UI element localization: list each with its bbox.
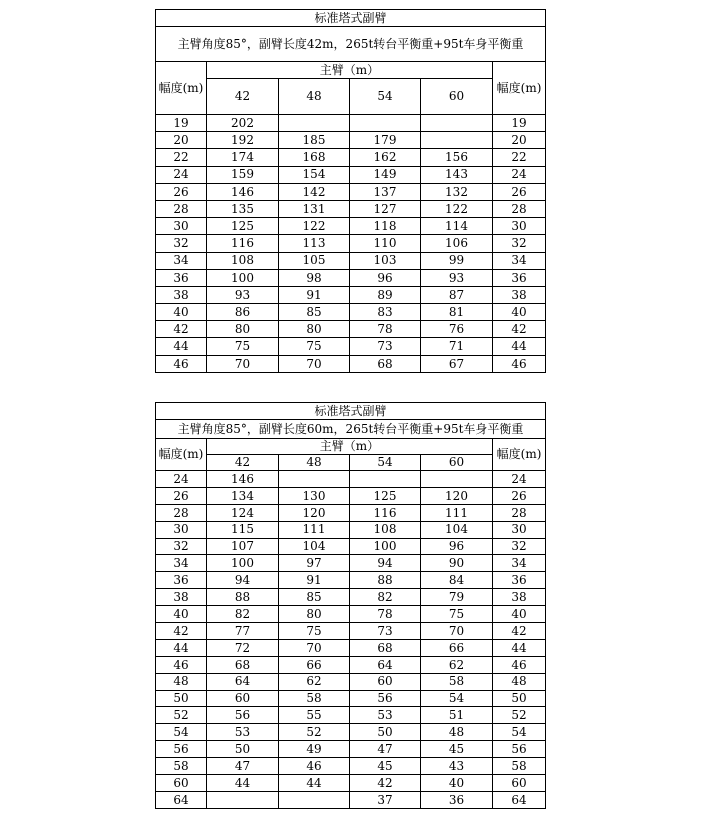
radius-header-left bbox=[156, 439, 207, 471]
radius-cell-right: 56 bbox=[493, 741, 546, 758]
load-cell: 192 bbox=[207, 132, 279, 149]
radius-cell-left: 32 bbox=[156, 538, 207, 555]
table-row bbox=[156, 656, 546, 673]
load-cell: 82 bbox=[350, 589, 421, 606]
load-cell: 174 bbox=[207, 149, 279, 166]
radius-header-right-label: 幅度(m) bbox=[496, 447, 542, 462]
table-row bbox=[156, 355, 546, 372]
table-row bbox=[156, 252, 546, 269]
radius-cell-left: 56 bbox=[156, 741, 207, 758]
load-cell: 108 bbox=[207, 252, 279, 269]
radius-cell-left: 32 bbox=[156, 235, 207, 252]
table-row bbox=[156, 269, 546, 286]
load-cell: 85 bbox=[279, 589, 350, 606]
radius-cell-right: 30 bbox=[493, 521, 546, 538]
load-cell: 53 bbox=[350, 707, 421, 724]
load-cell: 49 bbox=[279, 741, 350, 758]
radius-header-left bbox=[156, 62, 207, 115]
boom-length-header: 48 bbox=[279, 79, 350, 115]
load-cell: 58 bbox=[279, 690, 350, 707]
table-row bbox=[156, 166, 546, 183]
radius-cell-left: 44 bbox=[156, 338, 207, 355]
load-cell: 72 bbox=[207, 639, 279, 656]
boom-length-header: 48 bbox=[279, 455, 350, 471]
load-cell: 44 bbox=[207, 775, 279, 792]
load-cell: 68 bbox=[350, 355, 421, 372]
load-cell: 51 bbox=[421, 707, 493, 724]
radius-cell-right: 32 bbox=[493, 538, 546, 555]
radius-cell-left: 52 bbox=[156, 707, 207, 724]
table-row bbox=[156, 132, 546, 149]
radius-cell-right: 54 bbox=[493, 724, 546, 741]
radius-cell-right: 38 bbox=[493, 589, 546, 606]
boom-length-header: 60 bbox=[421, 455, 493, 471]
load-cell: 124 bbox=[207, 504, 279, 521]
radius-cell-left: 20 bbox=[156, 132, 207, 149]
main-boom-header: 主臂（m） bbox=[207, 439, 493, 455]
table-row bbox=[156, 639, 546, 656]
load-cell: 130 bbox=[279, 487, 350, 504]
radius-cell-left: 46 bbox=[156, 355, 207, 372]
radius-cell-right: 30 bbox=[493, 218, 546, 235]
radius-header-right-label: 幅度(m) bbox=[496, 80, 542, 95]
load-cell: 103 bbox=[350, 252, 421, 269]
load-cell: 89 bbox=[350, 286, 421, 303]
load-cell: 67 bbox=[421, 355, 493, 372]
load-cell: 202 bbox=[207, 115, 279, 132]
load-cell: 86 bbox=[207, 304, 279, 321]
load-cell: 68 bbox=[207, 656, 279, 673]
radius-cell-left: 36 bbox=[156, 572, 207, 589]
table-row bbox=[156, 673, 546, 690]
load-cell: 80 bbox=[279, 606, 350, 623]
load-cell: 110 bbox=[350, 235, 421, 252]
radius-cell-right: 24 bbox=[493, 471, 546, 488]
radius-cell-right: 36 bbox=[493, 572, 546, 589]
table-condition: 主臂角度85°，副臂长度42m，265t转台平衡重+95t车身平衡重 bbox=[156, 27, 546, 62]
load-cell: 75 bbox=[279, 623, 350, 640]
load-cell: 64 bbox=[207, 673, 279, 690]
table-row bbox=[156, 183, 546, 200]
radius-cell-right: 26 bbox=[493, 487, 546, 504]
load-cell: 135 bbox=[207, 200, 279, 217]
load-cell: 127 bbox=[350, 200, 421, 217]
radius-cell-left: 60 bbox=[156, 775, 207, 792]
boom-length-header: 42 bbox=[207, 455, 279, 471]
load-cell: 64 bbox=[350, 656, 421, 673]
load-cell: 185 bbox=[279, 132, 350, 149]
load-cell: 62 bbox=[421, 656, 493, 673]
radius-cell-left: 40 bbox=[156, 304, 207, 321]
radius-cell-right: 32 bbox=[493, 235, 546, 252]
load-cell: 50 bbox=[350, 724, 421, 741]
radius-cell-left: 36 bbox=[156, 269, 207, 286]
load-cell: 46 bbox=[279, 758, 350, 775]
radius-cell-right: 42 bbox=[493, 321, 546, 338]
load-cell: 94 bbox=[350, 555, 421, 572]
load-cell: 66 bbox=[279, 656, 350, 673]
load-cell: 81 bbox=[421, 304, 493, 321]
table-row bbox=[156, 200, 546, 217]
load-cell bbox=[421, 115, 493, 132]
load-cell: 70 bbox=[279, 639, 350, 656]
load-cell: 91 bbox=[279, 572, 350, 589]
load-cell: 87 bbox=[421, 286, 493, 303]
load-cell: 44 bbox=[279, 775, 350, 792]
load-cell bbox=[279, 791, 350, 808]
load-cell: 83 bbox=[350, 304, 421, 321]
load-cell bbox=[421, 471, 493, 488]
load-cell: 66 bbox=[421, 639, 493, 656]
load-cell: 80 bbox=[279, 321, 350, 338]
load-cell: 36 bbox=[421, 791, 493, 808]
load-cell: 93 bbox=[421, 269, 493, 286]
radius-cell-left: 19 bbox=[156, 115, 207, 132]
table-1-body bbox=[156, 10, 546, 373]
load-cell: 78 bbox=[350, 321, 421, 338]
boom-length-header: 54 bbox=[350, 455, 421, 471]
load-cell bbox=[350, 115, 421, 132]
load-cell bbox=[279, 471, 350, 488]
radius-cell-right: 40 bbox=[493, 304, 546, 321]
load-cell: 106 bbox=[421, 235, 493, 252]
load-cell: 56 bbox=[350, 690, 421, 707]
load-cell: 96 bbox=[350, 269, 421, 286]
load-cell: 111 bbox=[279, 521, 350, 538]
table-row bbox=[156, 321, 546, 338]
radius-cell-left: 24 bbox=[156, 166, 207, 183]
load-cell: 45 bbox=[350, 758, 421, 775]
radius-cell-right: 20 bbox=[493, 132, 546, 149]
radius-cell-left: 42 bbox=[156, 623, 207, 640]
load-cell: 40 bbox=[421, 775, 493, 792]
load-cell: 108 bbox=[350, 521, 421, 538]
load-cell: 159 bbox=[207, 166, 279, 183]
load-cell: 162 bbox=[350, 149, 421, 166]
load-cell: 80 bbox=[207, 321, 279, 338]
radius-cell-right: 44 bbox=[493, 338, 546, 355]
load-cell: 54 bbox=[421, 690, 493, 707]
radius-cell-right: 28 bbox=[493, 504, 546, 521]
load-cell: 52 bbox=[279, 724, 350, 741]
table-row bbox=[156, 304, 546, 321]
load-cell: 142 bbox=[279, 183, 350, 200]
table-2-body bbox=[156, 403, 546, 809]
load-cell: 88 bbox=[207, 589, 279, 606]
load-cell: 60 bbox=[207, 690, 279, 707]
radius-cell-left: 26 bbox=[156, 487, 207, 504]
load-cell bbox=[279, 115, 350, 132]
load-cell: 73 bbox=[350, 623, 421, 640]
radius-cell-left: 22 bbox=[156, 149, 207, 166]
radius-cell-left: 46 bbox=[156, 656, 207, 673]
radius-cell-right: 26 bbox=[493, 183, 546, 200]
table-row bbox=[156, 791, 546, 808]
load-cell: 120 bbox=[421, 487, 493, 504]
table-row bbox=[156, 521, 546, 538]
load-cell: 125 bbox=[350, 487, 421, 504]
table-row bbox=[156, 555, 546, 572]
load-cell: 78 bbox=[350, 606, 421, 623]
load-cell: 98 bbox=[279, 269, 350, 286]
load-cell: 149 bbox=[350, 166, 421, 183]
radius-cell-left: 34 bbox=[156, 252, 207, 269]
radius-cell-right: 24 bbox=[493, 166, 546, 183]
table-row bbox=[156, 235, 546, 252]
load-cell: 70 bbox=[207, 355, 279, 372]
radius-cell-left: 50 bbox=[156, 690, 207, 707]
load-cell: 47 bbox=[350, 741, 421, 758]
radius-cell-right: 42 bbox=[493, 623, 546, 640]
load-cell: 132 bbox=[421, 183, 493, 200]
radius-cell-right: 28 bbox=[493, 200, 546, 217]
boom-length-header: 54 bbox=[350, 79, 421, 115]
load-cell: 107 bbox=[207, 538, 279, 555]
load-cell: 75 bbox=[207, 338, 279, 355]
table-row bbox=[156, 724, 546, 741]
load-cell: 122 bbox=[421, 200, 493, 217]
table-row bbox=[156, 707, 546, 724]
load-chart-table-2 bbox=[155, 402, 546, 809]
load-cell: 85 bbox=[279, 304, 350, 321]
load-cell: 100 bbox=[207, 269, 279, 286]
radius-header-right bbox=[493, 439, 546, 471]
radius-cell-left: 28 bbox=[156, 200, 207, 217]
load-cell: 96 bbox=[421, 538, 493, 555]
radius-cell-right: 46 bbox=[493, 656, 546, 673]
load-cell: 70 bbox=[279, 355, 350, 372]
radius-cell-left: 38 bbox=[156, 286, 207, 303]
load-cell bbox=[421, 132, 493, 149]
radius-cell-left: 40 bbox=[156, 606, 207, 623]
load-cell: 43 bbox=[421, 758, 493, 775]
radius-cell-right: 36 bbox=[493, 269, 546, 286]
radius-cell-right: 19 bbox=[493, 115, 546, 132]
table-row bbox=[156, 218, 546, 235]
table-row bbox=[156, 286, 546, 303]
load-cell: 125 bbox=[207, 218, 279, 235]
table-row bbox=[156, 471, 546, 488]
radius-cell-right: 64 bbox=[493, 791, 546, 808]
load-cell: 68 bbox=[350, 639, 421, 656]
radius-cell-right: 44 bbox=[493, 639, 546, 656]
load-cell: 104 bbox=[279, 538, 350, 555]
load-cell: 75 bbox=[279, 338, 350, 355]
table-row bbox=[156, 589, 546, 606]
load-cell: 77 bbox=[207, 623, 279, 640]
load-cell: 143 bbox=[421, 166, 493, 183]
load-cell: 60 bbox=[350, 673, 421, 690]
load-cell: 56 bbox=[207, 707, 279, 724]
table-row bbox=[156, 775, 546, 792]
load-cell: 118 bbox=[350, 218, 421, 235]
load-cell: 76 bbox=[421, 321, 493, 338]
table-row bbox=[156, 623, 546, 640]
radius-cell-left: 42 bbox=[156, 321, 207, 338]
load-cell: 114 bbox=[421, 218, 493, 235]
table-row bbox=[156, 487, 546, 504]
radius-cell-left: 30 bbox=[156, 218, 207, 235]
load-cell: 105 bbox=[279, 252, 350, 269]
load-cell: 168 bbox=[279, 149, 350, 166]
radius-header-left-label: 幅度(m) bbox=[158, 447, 204, 462]
load-cell: 154 bbox=[279, 166, 350, 183]
load-cell bbox=[207, 791, 279, 808]
radius-cell-left: 30 bbox=[156, 521, 207, 538]
load-cell: 73 bbox=[350, 338, 421, 355]
radius-cell-right: 48 bbox=[493, 673, 546, 690]
radius-cell-left: 28 bbox=[156, 504, 207, 521]
radius-cell-left: 48 bbox=[156, 673, 207, 690]
load-cell: 156 bbox=[421, 149, 493, 166]
radius-cell-right: 22 bbox=[493, 149, 546, 166]
load-cell: 131 bbox=[279, 200, 350, 217]
radius-cell-left: 34 bbox=[156, 555, 207, 572]
table-condition: 主臂角度85°，副臂长度60m，265t转台平衡重+95t车身平衡重 bbox=[156, 420, 546, 439]
load-cell: 79 bbox=[421, 589, 493, 606]
load-cell: 146 bbox=[207, 471, 279, 488]
load-cell: 116 bbox=[350, 504, 421, 521]
load-cell: 99 bbox=[421, 252, 493, 269]
load-cell: 104 bbox=[421, 521, 493, 538]
radius-header-right bbox=[493, 62, 546, 115]
load-cell: 84 bbox=[421, 572, 493, 589]
table-row bbox=[156, 690, 546, 707]
load-cell: 120 bbox=[279, 504, 350, 521]
table-row bbox=[156, 338, 546, 355]
radius-cell-right: 40 bbox=[493, 606, 546, 623]
radius-cell-left: 54 bbox=[156, 724, 207, 741]
main-boom-header: 主臂（m） bbox=[207, 62, 493, 79]
load-cell: 115 bbox=[207, 521, 279, 538]
load-cell: 90 bbox=[421, 555, 493, 572]
load-cell: 37 bbox=[350, 791, 421, 808]
load-cell: 47 bbox=[207, 758, 279, 775]
load-cell: 179 bbox=[350, 132, 421, 149]
radius-cell-left: 64 bbox=[156, 791, 207, 808]
radius-cell-right: 46 bbox=[493, 355, 546, 372]
radius-cell-right: 34 bbox=[493, 555, 546, 572]
load-cell: 48 bbox=[421, 724, 493, 741]
radius-cell-right: 52 bbox=[493, 707, 546, 724]
load-cell: 137 bbox=[350, 183, 421, 200]
load-chart-table-1 bbox=[155, 9, 546, 373]
load-cell: 100 bbox=[350, 538, 421, 555]
load-cell: 88 bbox=[350, 572, 421, 589]
radius-cell-left: 26 bbox=[156, 183, 207, 200]
boom-length-header: 42 bbox=[207, 79, 279, 115]
table-row bbox=[156, 149, 546, 166]
radius-cell-right: 34 bbox=[493, 252, 546, 269]
table-row bbox=[156, 572, 546, 589]
load-cell: 94 bbox=[207, 572, 279, 589]
load-cell: 42 bbox=[350, 775, 421, 792]
radius-cell-left: 38 bbox=[156, 589, 207, 606]
radius-cell-left: 44 bbox=[156, 639, 207, 656]
load-cell: 113 bbox=[279, 235, 350, 252]
table-title: 标准塔式副臂 bbox=[156, 10, 546, 27]
radius-header-left-label: 幅度(m) bbox=[158, 80, 204, 95]
load-cell: 45 bbox=[421, 741, 493, 758]
boom-length-header: 60 bbox=[421, 79, 493, 115]
table-row bbox=[156, 606, 546, 623]
load-cell: 58 bbox=[421, 673, 493, 690]
load-cell: 55 bbox=[279, 707, 350, 724]
load-cell: 75 bbox=[421, 606, 493, 623]
load-cell: 50 bbox=[207, 741, 279, 758]
load-cell: 97 bbox=[279, 555, 350, 572]
table-row bbox=[156, 741, 546, 758]
load-cell bbox=[350, 471, 421, 488]
load-cell: 70 bbox=[421, 623, 493, 640]
table-row bbox=[156, 504, 546, 521]
table-title: 标准塔式副臂 bbox=[156, 403, 546, 420]
radius-cell-right: 60 bbox=[493, 775, 546, 792]
radius-cell-right: 38 bbox=[493, 286, 546, 303]
load-cell: 93 bbox=[207, 286, 279, 303]
radius-cell-left: 58 bbox=[156, 758, 207, 775]
load-cell: 62 bbox=[279, 673, 350, 690]
table-row bbox=[156, 115, 546, 132]
table-row bbox=[156, 758, 546, 775]
table-row bbox=[156, 538, 546, 555]
load-cell: 111 bbox=[421, 504, 493, 521]
load-cell: 122 bbox=[279, 218, 350, 235]
load-cell: 53 bbox=[207, 724, 279, 741]
load-cell: 82 bbox=[207, 606, 279, 623]
radius-cell-right: 50 bbox=[493, 690, 546, 707]
load-cell: 146 bbox=[207, 183, 279, 200]
radius-cell-right: 58 bbox=[493, 758, 546, 775]
load-cell: 116 bbox=[207, 235, 279, 252]
load-cell: 100 bbox=[207, 555, 279, 572]
load-cell: 91 bbox=[279, 286, 350, 303]
load-cell: 134 bbox=[207, 487, 279, 504]
radius-cell-left: 24 bbox=[156, 471, 207, 488]
load-cell: 71 bbox=[421, 338, 493, 355]
